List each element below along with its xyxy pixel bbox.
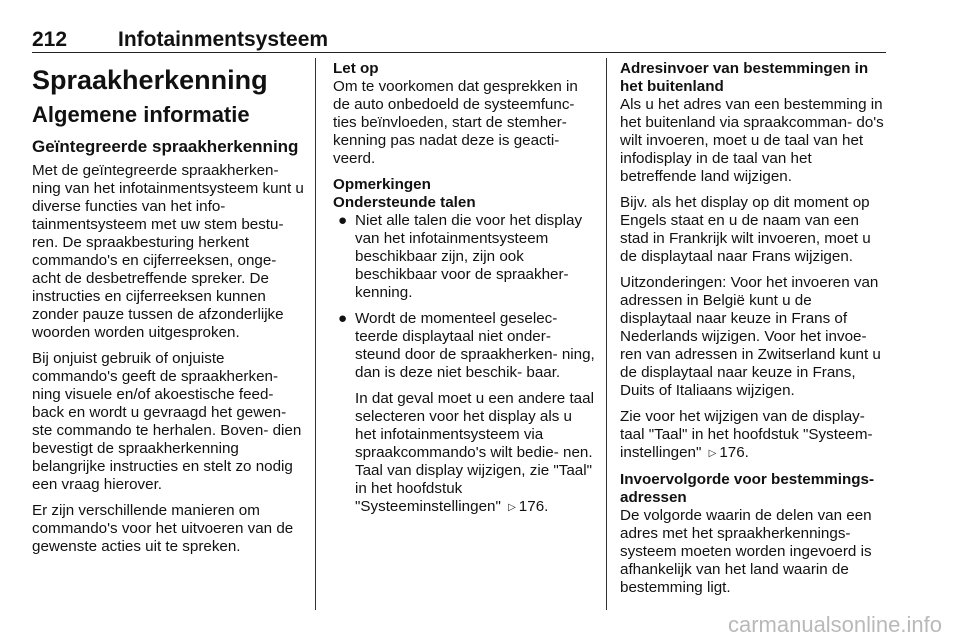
sub-text: In dat geval moet u een andere taal selecteren voor het display als u het infotainmentsysteem via spraakcommando's wilt bedie- nen. Taal van display wijzigen, zie "Taal" in het hoofdstuk "Systeeminstellingen" — [355, 390, 594, 515]
paragraph: De volgorde waarin de delen van een adres met het spraakherkennings- systeem moeten worden ingevoerd is afhankelijk van het land waarin de bestemming ligt. — [620, 507, 872, 596]
paragraph — [620, 408, 886, 463]
page-title: Spraakherkenning — [32, 65, 268, 95]
column-1 — [32, 60, 304, 564]
paragraph: Bij onjuist gebruik of onjuiste commando's geeft de spraakherken- ning visuele en/of akoestische feed- back en wordt u gevraagd het gewen- ste commando te herhalen. Boven- dien bevestigt de spraakherkenning belangrijke instructies en stelt zo nodig een vraag hierover. — [32, 350, 302, 493]
bullet-subparagraph — [333, 390, 595, 517]
bullet-icon: ● — [338, 212, 348, 229]
running-title: Infotainmentsysteem — [118, 28, 329, 51]
bullet-text: Wordt de momenteel geselec- teerde displaytaal niet onder- steund door de spraakherken- ning, dan is deze niet beschik- baar. — [355, 310, 595, 381]
page-reference: 176. — [719, 444, 749, 461]
watermark: carmanualsonline.info — [727, 612, 942, 637]
paragraph: Bijv. als het display op dit moment op Engels staat en u de naam van een stad in Frankrijk wilt invoeren, moet u de displaytaal naar Frans wijzigen. — [620, 194, 871, 265]
remarks-heading: Opmerkingen — [333, 176, 431, 193]
paragraph: Met de geïntegreerde spraakherken- ning van het infotainmentsysteem kunt u diverse functies van het info- tainmentsysteem met uw stem bestu- ren. De spraakbesturing herkent commando's en cijferreeksen, onge- acht de desbetreffende spreker. De instructies en cijferreeksen kunnen zonder pauze tussen de afzonderlijke woorden worden uitgesproken. — [32, 162, 304, 341]
page-reference: 176. — [518, 498, 549, 515]
paragraph: Uitzonderingen: Voor het invoeren van adressen in België kunt u de displaytaal naar keuze in Frans of Nederlands wijzigen. Voor het invoe- ren van adressen in Zwitserland kunt u de displaytaal naar keuze in Frans, Duits of Italiaans wijzigen. — [620, 274, 881, 399]
page-number: 212 — [32, 28, 68, 51]
bullet-text: Niet alle talen die voor het display van het infotainmentsysteem beschikbaar zijn, zijn ook beschikbaar voor de spraakher- kenning. — [355, 212, 583, 301]
column-divider-1 — [315, 58, 316, 610]
paragraph-text: Zie voor het wijzigen van de display- taal "Taal" in het hoofdstuk "Systeem- instellingen" — [620, 408, 873, 461]
column-divider-2 — [606, 58, 607, 610]
subsection-heading: Geïntegreerde spraakherkenning — [32, 137, 299, 156]
supported-languages-heading: Ondersteunde talen — [333, 194, 476, 211]
bullet-icon: ● — [338, 310, 348, 327]
note-heading: Let op — [333, 60, 379, 77]
bullet-item — [333, 212, 595, 302]
page-reference-arrow-icon: ▷ — [508, 502, 516, 513]
page-header — [32, 24, 886, 54]
paragraph: Er zijn verschillende manieren om commando's voor het uitvoeren van de gewenste acties uit te spreken. — [32, 502, 294, 555]
column-3 — [620, 60, 886, 605]
paragraph: Als u het adres van een bestemming in het buitenland via spraakcomman- do's wilt invoeren, moet u de taal van het infodisplay in de taal van het betreffende land wijzigen. — [620, 96, 884, 185]
header-rule — [32, 52, 886, 53]
address-order-heading: Invoervolgorde voor bestemmings- adressen — [620, 471, 875, 506]
section-heading: Algemene informatie — [32, 102, 250, 127]
note-text: Om te voorkomen dat gesprekken in de auto onbedoeld de systeemfunc- ties beïnvloeden, start de stemher- kenning pas nadat deze is geacti- veerd. — [333, 78, 578, 167]
page-reference-arrow-icon: ▷ — [708, 448, 717, 459]
column-2 — [333, 60, 595, 525]
bullet-item — [333, 310, 595, 382]
foreign-address-heading: Adresinvoer van bestemmingen in het buitenland — [620, 60, 869, 95]
